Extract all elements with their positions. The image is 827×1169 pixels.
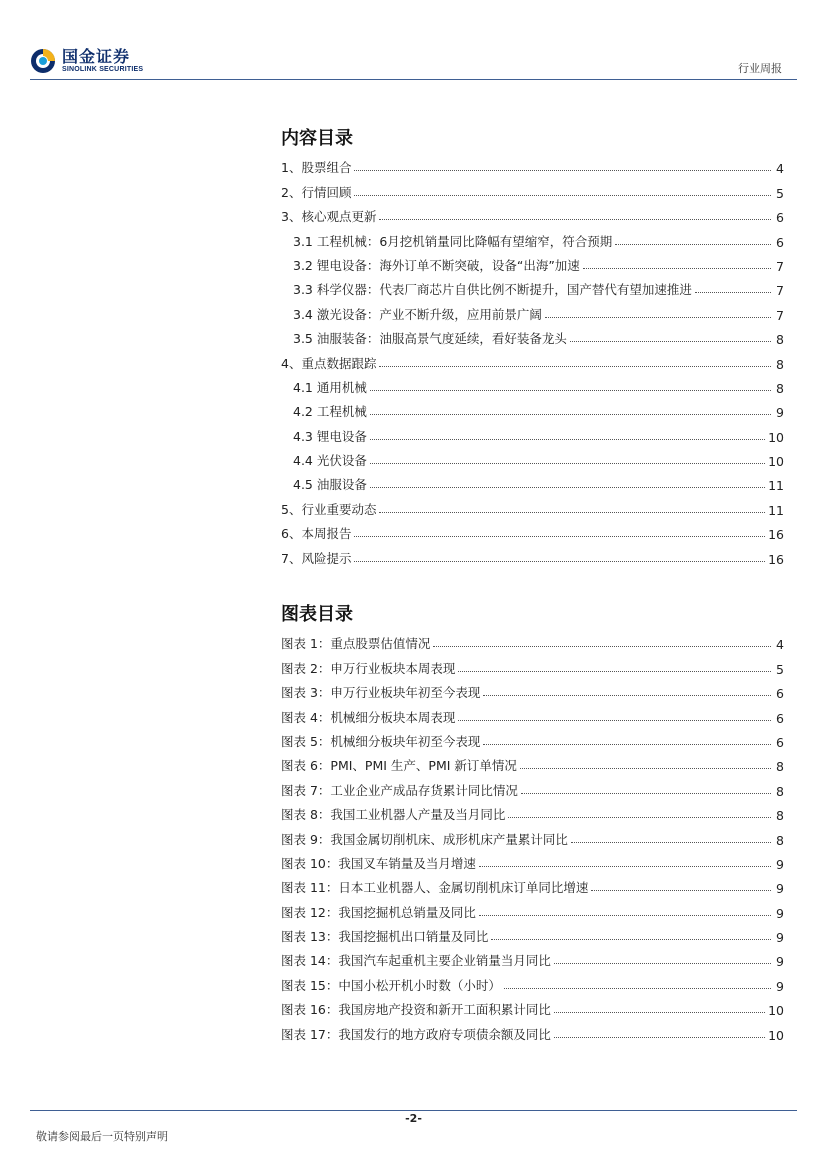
figure-entry[interactable] — [281, 969, 784, 993]
toc-entry-page: 7 — [776, 258, 784, 274]
contents-entry[interactable] — [281, 323, 784, 347]
toc-entry-label: 4.2 工程机械 — [293, 404, 367, 420]
contents-entry[interactable] — [281, 372, 784, 396]
toc-entry-label: 图表 8：我国工业机器人产量及当月同比 — [281, 807, 506, 823]
toc-entry-page: 9 — [776, 881, 784, 897]
toc-entry-page: 10 — [768, 1003, 784, 1019]
dot-leader — [354, 195, 771, 196]
toc-entry-label: 4.1 通用机械 — [293, 379, 367, 395]
contents-entry[interactable] — [281, 250, 784, 274]
toc-entry-page: 6 — [776, 686, 784, 702]
footer-divider — [30, 1110, 797, 1111]
dot-leader — [379, 366, 771, 367]
toc-entry-page: 5 — [776, 661, 784, 677]
figure-entry[interactable] — [281, 921, 784, 945]
dot-leader — [458, 720, 771, 721]
toc-entry-label: 图表 15：中国小松开机小时数（小时） — [281, 977, 501, 993]
sinolink-logo-icon — [30, 48, 56, 74]
toc-entry-label: 3.5 油服装备：油服高景气度延续，看好装备龙头 — [293, 331, 567, 347]
contents-entry[interactable] — [281, 298, 784, 322]
dot-leader — [458, 671, 771, 672]
figure-entry[interactable] — [281, 750, 784, 774]
header-divider — [30, 79, 797, 80]
toc-entry-label: 图表 13：我国挖掘机出口销量及同比 — [281, 929, 489, 945]
toc-entry-page: 11 — [768, 478, 784, 494]
toc-entry-page: 9 — [776, 905, 784, 921]
toc-entry-page: 9 — [776, 856, 784, 872]
dot-leader — [379, 219, 771, 220]
dot-leader — [370, 439, 765, 440]
toc-entry-label: 3.4 激光设备：产业不断升级，应用前景广阔 — [293, 306, 542, 322]
dot-leader — [570, 341, 771, 342]
dot-leader — [591, 890, 771, 891]
report-type-label: 行业周报 — [738, 62, 782, 75]
contents-entry[interactable] — [281, 152, 784, 176]
dot-leader — [554, 1037, 765, 1038]
dot-leader — [615, 244, 771, 245]
contents-entry[interactable] — [281, 420, 784, 444]
figure-entry[interactable] — [281, 774, 784, 798]
toc-entry-label: 5、行业重要动态 — [281, 501, 377, 517]
dot-leader — [379, 512, 765, 513]
dot-leader — [491, 939, 771, 940]
figure-entry[interactable] — [281, 872, 784, 896]
toc-entry-page: 4 — [776, 637, 784, 653]
figure-entry[interactable] — [281, 726, 784, 750]
dot-leader — [504, 988, 771, 989]
toc-entry-label: 1、股票组合 — [281, 160, 352, 176]
toc-entry-label: 图表 12：我国挖掘机总销量及同比 — [281, 904, 476, 920]
toc-entry-page: 10 — [768, 454, 784, 470]
dot-leader — [483, 744, 771, 745]
toc-entry-label: 4.5 油服设备 — [293, 477, 367, 493]
toc-entry-page: 4 — [776, 161, 784, 177]
contents-entry[interactable] — [281, 274, 784, 298]
dot-leader — [479, 915, 771, 916]
toc-entry-page: 5 — [776, 185, 784, 201]
contents-entry[interactable] — [281, 469, 784, 493]
contents-entry[interactable] — [281, 518, 784, 542]
toc-entry-label: 3、核心观点更新 — [281, 209, 377, 225]
toc-entry-page: 8 — [776, 808, 784, 824]
toc-entry-page: 8 — [776, 759, 784, 775]
contents-title: 内容目录 — [281, 128, 353, 149]
dot-leader — [354, 561, 765, 562]
toc-entry-page: 8 — [776, 832, 784, 848]
contents-entry[interactable] — [281, 493, 784, 517]
contents-entry[interactable] — [281, 542, 784, 566]
toc-entry-page: 9 — [776, 405, 784, 421]
dot-leader — [370, 487, 765, 488]
toc-entry-label: 2、行情回顾 — [281, 184, 352, 200]
toc-entry-page: 9 — [776, 954, 784, 970]
contents-entry[interactable] — [281, 225, 784, 249]
toc-entry-label: 7、风险提示 — [281, 550, 352, 566]
toc-entry-label: 图表 4：机械细分板块本周表现 — [281, 709, 456, 725]
toc-entry-page: 16 — [768, 527, 784, 543]
dot-leader — [370, 463, 765, 464]
dot-leader — [354, 170, 771, 171]
dot-leader — [370, 390, 771, 391]
toc-entry-page: 16 — [768, 551, 784, 567]
figure-entry[interactable] — [281, 652, 784, 676]
figure-entry[interactable] — [281, 677, 784, 701]
toc-entry-page: 11 — [768, 502, 784, 518]
dot-leader — [433, 646, 771, 647]
figure-entry[interactable] — [281, 1018, 784, 1042]
toc-entry-label: 4、重点数据跟踪 — [281, 355, 377, 371]
toc-entry-label: 图表 16：我国房地产投资和新开工面积累计同比 — [281, 1002, 551, 1018]
dot-leader — [545, 317, 771, 318]
contents-entry[interactable] — [281, 347, 784, 371]
contents-list — [281, 152, 784, 567]
toc-entry-page: 6 — [776, 210, 784, 226]
dot-leader — [508, 817, 771, 818]
logo-chinese-name: 国金证券 — [62, 47, 131, 66]
dot-leader — [583, 268, 771, 269]
toc-entry-label: 图表 3：申万行业板块年初至今表现 — [281, 685, 481, 701]
toc-entry-page: 10 — [768, 1027, 784, 1043]
toc-entry-label: 图表 11：日本工业机器人、金属切削机床订单同比增速 — [281, 880, 589, 896]
toc-entry-page: 6 — [776, 734, 784, 750]
toc-entry-page: 7 — [776, 307, 784, 323]
toc-entry-label: 图表 10：我国叉车销量及当月增速 — [281, 855, 476, 871]
contents-entry[interactable] — [281, 445, 784, 469]
toc-entry-label: 图表 6：PMI、PMI 生产、PMI 新订单情况 — [281, 758, 517, 774]
toc-entry-label: 3.2 锂电设备：海外订单不断突破，设备“出海”加速 — [293, 257, 580, 273]
figure-entry[interactable] — [281, 701, 784, 725]
contents-entry[interactable] — [281, 396, 784, 420]
figures-list — [281, 628, 784, 1043]
dot-leader — [354, 536, 765, 537]
figure-entry[interactable] — [281, 994, 784, 1018]
toc-entry-label: 图表 14：我国汽车起重机主要企业销量当月同比 — [281, 953, 551, 969]
toc-entry-label: 图表 17：我国发行的地方政府专项债余额及同比 — [281, 1026, 551, 1042]
toc-entry-page: 10 — [768, 429, 784, 445]
toc-entry-label: 3.1 工程机械：6月挖机销量同比降幅有望缩窄，符合预期 — [293, 233, 613, 249]
page-header — [0, 0, 827, 80]
toc-entry-page: 6 — [776, 710, 784, 726]
figure-entry[interactable] — [281, 896, 784, 920]
dot-leader — [695, 292, 771, 293]
figures-title: 图表目录 — [281, 604, 353, 625]
dot-leader — [520, 768, 771, 769]
toc-entry-page: 6 — [776, 234, 784, 250]
toc-entry-label: 4.3 锂电设备 — [293, 428, 367, 444]
page-number: -2- — [405, 1112, 422, 1125]
toc-entry-page: 8 — [776, 380, 784, 396]
contents-entry[interactable] — [281, 176, 784, 200]
contents-entry[interactable] — [281, 201, 784, 225]
toc-entry-label: 图表 9：我国金属切削机床、成形机床产量累计同比 — [281, 831, 568, 847]
toc-entry-label: 6、本周报告 — [281, 526, 352, 542]
toc-entry-page: 8 — [776, 783, 784, 799]
dot-leader — [554, 1012, 765, 1013]
toc-entry-page: 8 — [776, 356, 784, 372]
dot-leader — [554, 963, 771, 964]
figure-entry[interactable] — [281, 848, 784, 872]
toc-entry-label: 图表 7：工业企业产成品存货累计同比情况 — [281, 782, 518, 798]
disclaimer-note: 敬请参阅最后一页特别声明 — [36, 1130, 168, 1143]
toc-entry-page: 9 — [776, 978, 784, 994]
table-of-contents — [281, 126, 784, 567]
dot-leader — [479, 866, 771, 867]
toc-entry-page: 9 — [776, 930, 784, 946]
dot-leader — [571, 842, 771, 843]
figure-entry[interactable] — [281, 823, 784, 847]
logo-english-name: SINOLINK SECURITIES — [62, 66, 144, 73]
toc-entry-label: 4.4 光伏设备 — [293, 453, 367, 469]
toc-entry-label: 图表 1：重点股票估值情况 — [281, 636, 431, 652]
toc-entry-page: 8 — [776, 332, 784, 348]
figure-entry[interactable] — [281, 799, 784, 823]
company-logo — [30, 46, 143, 76]
dot-leader — [370, 414, 771, 415]
toc-entry-page: 7 — [776, 283, 784, 299]
dot-leader — [521, 793, 771, 794]
figure-list — [281, 602, 784, 1043]
dot-leader — [483, 695, 771, 696]
figure-entry[interactable] — [281, 945, 784, 969]
figure-entry[interactable] — [281, 628, 784, 652]
toc-entry-label: 图表 5：机械细分板块年初至今表现 — [281, 733, 481, 749]
toc-entry-label: 3.3 科学仪器：代表厂商芯片自供比例不断提升，国产替代有望加速推进 — [293, 282, 692, 298]
toc-entry-label: 图表 2：申万行业板块本周表现 — [281, 660, 456, 676]
